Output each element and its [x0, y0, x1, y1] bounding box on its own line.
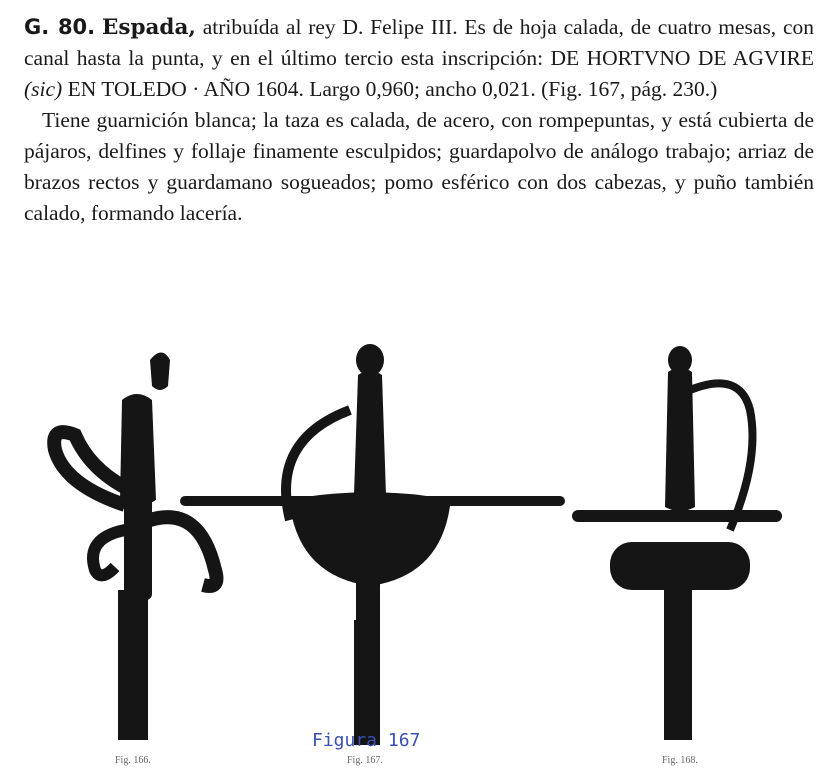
- figure-plate: [0, 330, 840, 770]
- entry-description: atribuída al rey D. Felipe III. Es de hoja calada, de cuatro mesas, con canal hasta la punta, y en el último tercio esta inscripción: DE HORTVNO DE AGVIRE: [24, 15, 815, 70]
- figure-label-right: Fig. 168.: [662, 755, 698, 766]
- figure-label-left: Fig. 166.: [115, 755, 151, 766]
- sword-photo-right: [572, 346, 782, 740]
- catalog-entry-text: [24, 12, 814, 229]
- figure-caption: Figura 167: [312, 730, 421, 751]
- sword-photographs: [0, 330, 840, 770]
- catalog-number: G. 80.: [24, 15, 96, 39]
- entry-paragraph-1: [24, 12, 814, 105]
- object-name: Espada,: [101, 15, 196, 40]
- entry-paragraph-2: Tiene guarnición blanca; la taza es calada, de acero, con rompepuntas, y está cubierta de pájaros, delfines y follaje finamente esculpidos; guardapolvo de análogo trabajo; arriaz de brazos rectos y guardamano sogueados; pomo esférico con dos cabezas, y puño también calado, formando lacería.: [24, 108, 814, 225]
- figure-label-middle: Fig. 167.: [347, 755, 383, 766]
- sic-note: (sic): [24, 77, 63, 101]
- sword-photo-middle: [180, 344, 565, 745]
- sword-photo-left: [54, 353, 216, 741]
- entry-dimensions: EN TOLEDO · AÑO 1604. Largo 0,960; ancho 0,021. (Fig. 167, pág. 230.): [67, 77, 718, 101]
